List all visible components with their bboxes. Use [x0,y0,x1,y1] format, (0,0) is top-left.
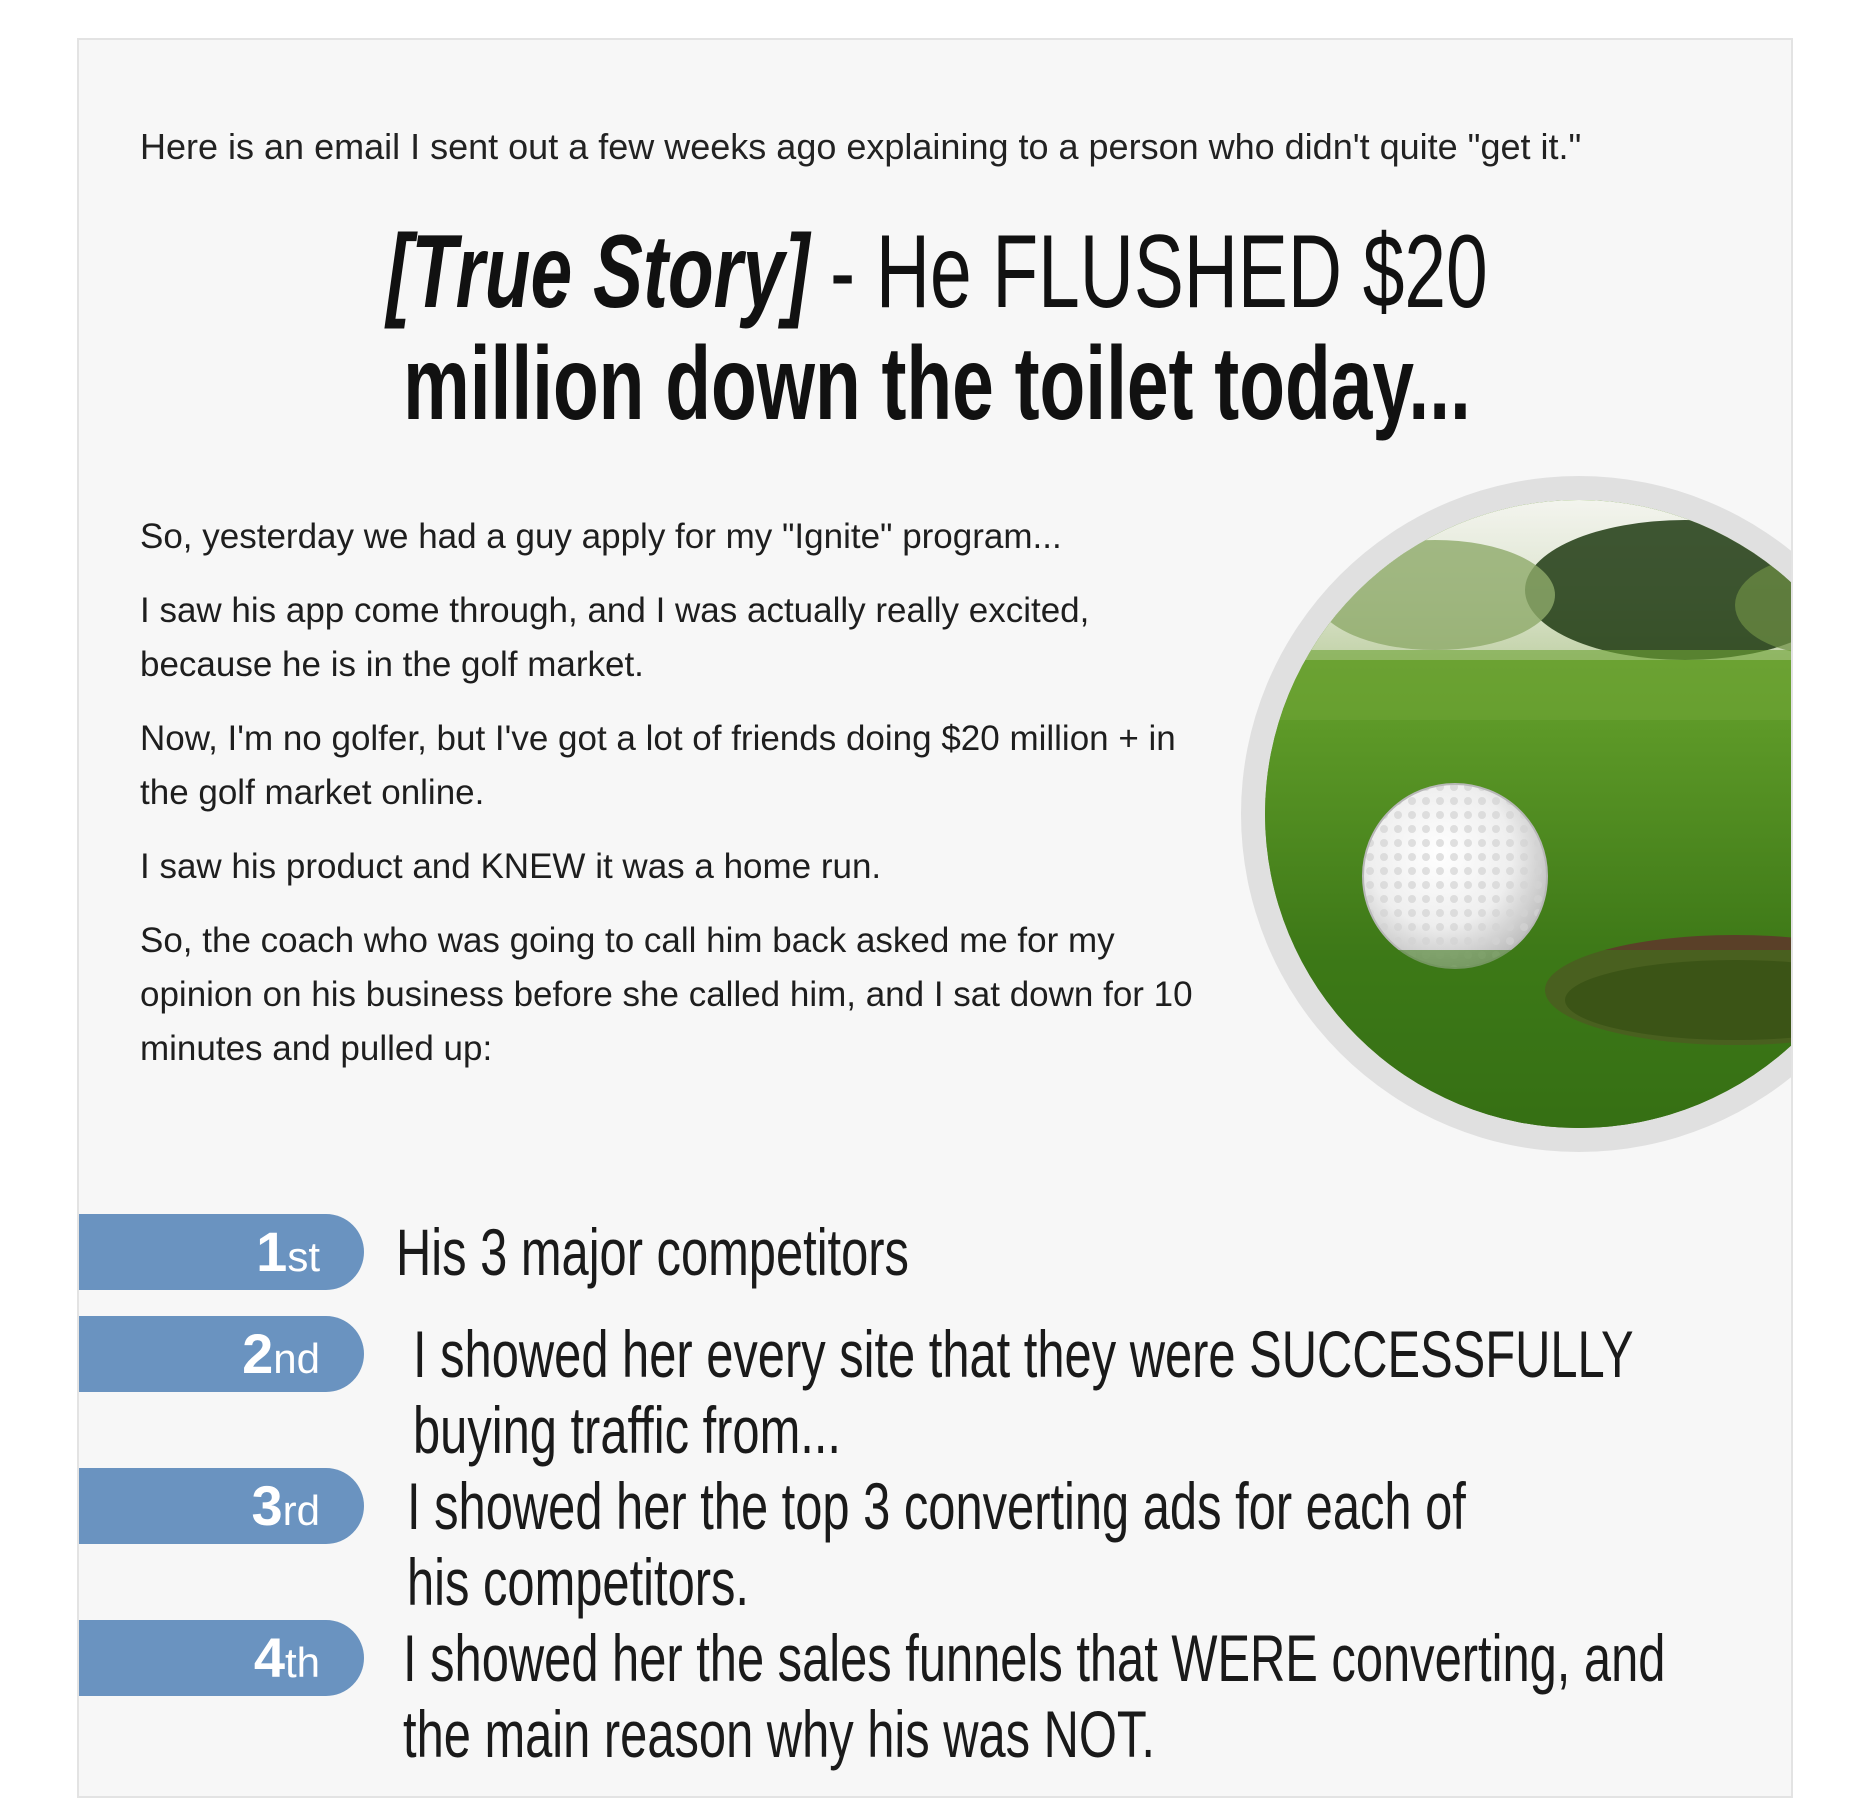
step-4 [77,1620,1793,1780]
intro-text: Here is an email I sent out a few weeks ago explaining to a person who didn't quite "get it." [140,126,1582,167]
step-4-text: I showed her the sales funnels that WERE converting, and the main reason why his was NOT. [403,1621,1666,1771]
step-2-text: I showed her every site that they were SUCCESSFULLY buying traffic from... [413,1317,1633,1467]
step-number: 1 [256,1220,288,1283]
step-suffix: th [284,1639,320,1686]
step-suffix: rd [282,1487,320,1534]
step-4-badge [77,1620,364,1696]
step-3-badge [77,1468,364,1544]
step-number: 3 [251,1474,283,1537]
step-1-text: His 3 major competitors [396,1215,909,1289]
story-paragraph: I saw his app come through, and I was actually really excited, because he is in the golf market. [140,591,1090,684]
story-paragraph: So, the coach who was going to call him back asked me for my opinion on his business before she called him, and I sat down for 10 minutes and pulled up: [140,921,1193,1068]
step-number: 4 [253,1626,285,1689]
headline-line-1 [319,214,1555,332]
headline-line-2: million down the toilet today... [403,326,1471,442]
content-card [77,38,1793,1798]
step-2 [77,1316,1793,1476]
story-paragraph: Now, I'm no golfer, but I've got a lot of friends doing $20 million + in the golf market online. [140,719,1176,812]
story-paragraph: I saw his product and KNEW it was a home run. [140,847,882,886]
headline-tag: [True Story] [386,214,810,330]
step-suffix: nd [273,1335,320,1382]
step-2-badge [77,1316,364,1392]
story-paragraph: So, yesterday we had a guy apply for my "Ignite" program... [140,517,1062,556]
step-suffix: st [287,1233,320,1280]
step-1-badge [77,1214,364,1290]
story-body [140,510,1200,1096]
step-number: 2 [242,1322,274,1385]
headline-line-1-rest: - He FLUSHED $20 [809,214,1488,330]
headline [319,214,1555,444]
step-3-text: I showed her the top 3 converting ads for each of his competitors. [407,1469,1466,1619]
step-3 [77,1468,1793,1628]
